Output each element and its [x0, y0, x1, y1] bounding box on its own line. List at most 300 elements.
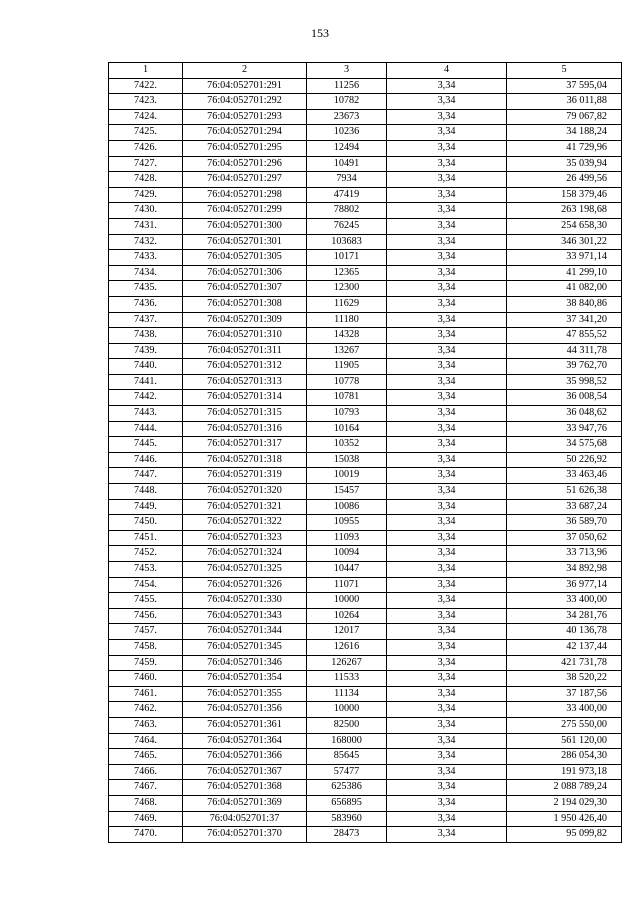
table-row: [109, 546, 622, 562]
row-number-cell: 7458.: [109, 639, 183, 655]
amount-cell: 33 463,46: [507, 468, 622, 484]
amount-cell: 36 011,88: [507, 94, 622, 110]
area-cell: 10447: [307, 562, 387, 578]
row-number-cell: 7461.: [109, 686, 183, 702]
column-header: 1: [109, 63, 183, 79]
table-row: [109, 281, 622, 297]
table-row: [109, 250, 622, 266]
row-number-cell: 7423.: [109, 94, 183, 110]
rate-cell: 3,34: [387, 296, 507, 312]
row-number-cell: 7424.: [109, 109, 183, 125]
row-number-cell: 7436.: [109, 296, 183, 312]
amount-cell: 34 892,98: [507, 562, 622, 578]
rate-cell: 3,34: [387, 484, 507, 500]
cadastral-number-cell: 76:04:052701:354: [183, 671, 307, 687]
row-number-cell: 7465.: [109, 749, 183, 765]
amount-cell: 33 687,24: [507, 499, 622, 515]
amount-cell: 37 050,62: [507, 530, 622, 546]
amount-cell: 50 226,92: [507, 452, 622, 468]
table-row: [109, 406, 622, 422]
column-header: 3: [307, 63, 387, 79]
amount-cell: 35 998,52: [507, 374, 622, 390]
row-number-cell: 7432.: [109, 234, 183, 250]
amount-cell: 39 762,70: [507, 359, 622, 375]
area-cell: 11629: [307, 296, 387, 312]
rate-cell: 3,34: [387, 686, 507, 702]
area-cell: 10171: [307, 250, 387, 266]
cadastral-number-cell: 76:04:052701:318: [183, 452, 307, 468]
cadastral-number-cell: 76:04:052701:344: [183, 624, 307, 640]
table-row: [109, 749, 622, 765]
row-number-cell: 7434.: [109, 265, 183, 281]
row-number-cell: 7441.: [109, 374, 183, 390]
amount-cell: 41 082,00: [507, 281, 622, 297]
amount-cell: 47 855,52: [507, 328, 622, 344]
rate-cell: 3,34: [387, 655, 507, 671]
rate-cell: 3,34: [387, 406, 507, 422]
rate-cell: 3,34: [387, 780, 507, 796]
amount-cell: 34 575,68: [507, 437, 622, 453]
cadastral-number-cell: 76:04:052701:305: [183, 250, 307, 266]
rate-cell: 3,34: [387, 78, 507, 94]
rate-cell: 3,34: [387, 156, 507, 172]
amount-cell: 34 188,24: [507, 125, 622, 141]
rate-cell: 3,34: [387, 140, 507, 156]
amount-cell: 33 400,00: [507, 702, 622, 718]
area-cell: 10000: [307, 702, 387, 718]
area-cell: 47419: [307, 187, 387, 203]
rate-cell: 3,34: [387, 421, 507, 437]
table-row: [109, 109, 622, 125]
row-number-cell: 7425.: [109, 125, 183, 141]
area-cell: 103683: [307, 234, 387, 250]
row-number-cell: 7451.: [109, 530, 183, 546]
row-number-cell: 7430.: [109, 203, 183, 219]
area-cell: 11071: [307, 577, 387, 593]
table-row: [109, 780, 622, 796]
rate-cell: 3,34: [387, 125, 507, 141]
table-row: [109, 343, 622, 359]
area-cell: 82500: [307, 717, 387, 733]
area-cell: 12017: [307, 624, 387, 640]
row-number-cell: 7445.: [109, 437, 183, 453]
area-cell: 10955: [307, 515, 387, 531]
table-row: [109, 78, 622, 94]
rate-cell: 3,34: [387, 94, 507, 110]
cadastral-number-cell: 76:04:052701:325: [183, 562, 307, 578]
area-cell: 10352: [307, 437, 387, 453]
rate-cell: 3,34: [387, 468, 507, 484]
row-number-cell: 7463.: [109, 717, 183, 733]
column-header: 2: [183, 63, 307, 79]
area-cell: 12365: [307, 265, 387, 281]
row-number-cell: 7469.: [109, 811, 183, 827]
amount-cell: 35 039,94: [507, 156, 622, 172]
amount-cell: 38 840,86: [507, 296, 622, 312]
cadastral-number-cell: 76:04:052701:364: [183, 733, 307, 749]
row-number-cell: 7428.: [109, 172, 183, 188]
area-cell: 10019: [307, 468, 387, 484]
cadastral-number-cell: 76:04:052701:307: [183, 281, 307, 297]
row-number-cell: 7448.: [109, 484, 183, 500]
area-cell: 15038: [307, 452, 387, 468]
rate-cell: 3,34: [387, 452, 507, 468]
cadastral-number-cell: 76:04:052701:326: [183, 577, 307, 593]
area-cell: 11905: [307, 359, 387, 375]
row-number-cell: 7456.: [109, 608, 183, 624]
row-number-cell: 7455.: [109, 593, 183, 609]
cadastral-number-cell: 76:04:052701:314: [183, 390, 307, 406]
cadastral-number-cell: 76:04:052701:311: [183, 343, 307, 359]
area-cell: 10491: [307, 156, 387, 172]
cadastral-number-cell: 76:04:052701:312: [183, 359, 307, 375]
data-table: [108, 62, 622, 843]
rate-cell: 3,34: [387, 562, 507, 578]
area-cell: 10236: [307, 125, 387, 141]
table-row: [109, 702, 622, 718]
amount-cell: 254 658,30: [507, 218, 622, 234]
rate-cell: 3,34: [387, 530, 507, 546]
cadastral-number-cell: 76:04:052701:315: [183, 406, 307, 422]
rate-cell: 3,34: [387, 218, 507, 234]
amount-cell: 36 589,70: [507, 515, 622, 531]
cadastral-number-cell: 76:04:052701:324: [183, 546, 307, 562]
row-number-cell: 7440.: [109, 359, 183, 375]
area-cell: 10793: [307, 406, 387, 422]
table-row: [109, 639, 622, 655]
table-row: [109, 234, 622, 250]
table-row: [109, 296, 622, 312]
area-cell: 11533: [307, 671, 387, 687]
row-number-cell: 7437.: [109, 312, 183, 328]
table-row: [109, 265, 622, 281]
cadastral-number-cell: 76:04:052701:366: [183, 749, 307, 765]
cadastral-number-cell: 76:04:052701:321: [183, 499, 307, 515]
rate-cell: 3,34: [387, 795, 507, 811]
page-number: 153: [311, 26, 329, 40]
row-number-cell: 7439.: [109, 343, 183, 359]
area-cell: 13267: [307, 343, 387, 359]
area-cell: 168000: [307, 733, 387, 749]
area-cell: 10778: [307, 374, 387, 390]
area-cell: 10164: [307, 421, 387, 437]
table-row: [109, 312, 622, 328]
cadastral-number-cell: 76:04:052701:308: [183, 296, 307, 312]
rate-cell: 3,34: [387, 437, 507, 453]
table-row: [109, 218, 622, 234]
amount-cell: 33 971,14: [507, 250, 622, 266]
area-cell: 12494: [307, 140, 387, 156]
table-row: [109, 671, 622, 687]
table-row: [109, 530, 622, 546]
rate-cell: 3,34: [387, 733, 507, 749]
amount-cell: 561 120,00: [507, 733, 622, 749]
area-cell: 57477: [307, 764, 387, 780]
cadastral-number-cell: 76:04:052701:295: [183, 140, 307, 156]
rate-cell: 3,34: [387, 328, 507, 344]
cadastral-number-cell: 76:04:052701:369: [183, 795, 307, 811]
amount-cell: 40 136,78: [507, 624, 622, 640]
amount-cell: 421 731,78: [507, 655, 622, 671]
cadastral-number-cell: 76:04:052701:367: [183, 764, 307, 780]
rate-cell: 3,34: [387, 250, 507, 266]
rate-cell: 3,34: [387, 764, 507, 780]
amount-cell: 191 973,18: [507, 764, 622, 780]
rate-cell: 3,34: [387, 749, 507, 765]
area-cell: 11134: [307, 686, 387, 702]
cadastral-number-cell: 76:04:052701:297: [183, 172, 307, 188]
cadastral-number-cell: 76:04:052701:356: [183, 702, 307, 718]
table-row: [109, 624, 622, 640]
rate-cell: 3,34: [387, 109, 507, 125]
amount-cell: 37 341,20: [507, 312, 622, 328]
rate-cell: 3,34: [387, 265, 507, 281]
rate-cell: 3,34: [387, 811, 507, 827]
area-cell: 7934: [307, 172, 387, 188]
table-row: [109, 499, 622, 515]
rate-cell: 3,34: [387, 577, 507, 593]
cadastral-number-cell: 76:04:052701:322: [183, 515, 307, 531]
cadastral-number-cell: 76:04:052701:299: [183, 203, 307, 219]
table-row: [109, 421, 622, 437]
amount-cell: 2 194 029,30: [507, 795, 622, 811]
area-cell: 11180: [307, 312, 387, 328]
rate-cell: 3,34: [387, 390, 507, 406]
row-number-cell: 7431.: [109, 218, 183, 234]
row-number-cell: 7462.: [109, 702, 183, 718]
cadastral-number-cell: 76:04:052701:346: [183, 655, 307, 671]
table-row: [109, 94, 622, 110]
column-header: 5: [507, 63, 622, 79]
area-cell: 11256: [307, 78, 387, 94]
area-cell: 85645: [307, 749, 387, 765]
row-number-cell: 7429.: [109, 187, 183, 203]
table-row: [109, 359, 622, 375]
area-cell: 78802: [307, 203, 387, 219]
row-number-cell: 7435.: [109, 281, 183, 297]
cadastral-number-cell: 76:04:052701:355: [183, 686, 307, 702]
row-number-cell: 7454.: [109, 577, 183, 593]
area-cell: 10000: [307, 593, 387, 609]
table-row: [109, 437, 622, 453]
row-number-cell: 7443.: [109, 406, 183, 422]
table-row: [109, 172, 622, 188]
row-number-cell: 7459.: [109, 655, 183, 671]
table-row: [109, 562, 622, 578]
amount-cell: 41 729,96: [507, 140, 622, 156]
amount-cell: 44 311,78: [507, 343, 622, 359]
amount-cell: 34 281,76: [507, 608, 622, 624]
table-row: [109, 655, 622, 671]
cadastral-number-cell: 76:04:052701:370: [183, 827, 307, 843]
rate-cell: 3,34: [387, 702, 507, 718]
row-number-cell: 7426.: [109, 140, 183, 156]
area-cell: 583960: [307, 811, 387, 827]
rate-cell: 3,34: [387, 671, 507, 687]
amount-cell: 33 400,00: [507, 593, 622, 609]
row-number-cell: 7468.: [109, 795, 183, 811]
area-cell: 10086: [307, 499, 387, 515]
table-row: [109, 811, 622, 827]
rate-cell: 3,34: [387, 312, 507, 328]
area-cell: 12300: [307, 281, 387, 297]
area-cell: 11093: [307, 530, 387, 546]
amount-cell: 158 379,46: [507, 187, 622, 203]
table-row: [109, 593, 622, 609]
rate-cell: 3,34: [387, 827, 507, 843]
table-row: [109, 764, 622, 780]
cadastral-number-cell: 76:04:052701:343: [183, 608, 307, 624]
area-cell: 10094: [307, 546, 387, 562]
cadastral-number-cell: 76:04:052701:301: [183, 234, 307, 250]
cadastral-number-cell: 76:04:052701:294: [183, 125, 307, 141]
row-number-cell: 7457.: [109, 624, 183, 640]
area-cell: 23673: [307, 109, 387, 125]
table-row: [109, 452, 622, 468]
amount-cell: 79 067,82: [507, 109, 622, 125]
table-row: [109, 717, 622, 733]
cadastral-number-cell: 76:04:052701:313: [183, 374, 307, 390]
rate-cell: 3,34: [387, 172, 507, 188]
area-cell: 28473: [307, 827, 387, 843]
cadastral-number-cell: 76:04:052701:319: [183, 468, 307, 484]
rate-cell: 3,34: [387, 717, 507, 733]
cadastral-number-cell: 76:04:052701:316: [183, 421, 307, 437]
amount-cell: 36 977,14: [507, 577, 622, 593]
amount-cell: 33 947,76: [507, 421, 622, 437]
amount-cell: 1 950 426,40: [507, 811, 622, 827]
area-cell: 12616: [307, 639, 387, 655]
rate-cell: 3,34: [387, 515, 507, 531]
amount-cell: 263 198,68: [507, 203, 622, 219]
amount-cell: 37 595,04: [507, 78, 622, 94]
row-number-cell: 7449.: [109, 499, 183, 515]
rate-cell: 3,34: [387, 203, 507, 219]
cadastral-number-cell: 76:04:052701:309: [183, 312, 307, 328]
table-row: [109, 390, 622, 406]
cadastral-number-cell: 76:04:052701:310: [183, 328, 307, 344]
cadastral-number-cell: 76:04:052701:361: [183, 717, 307, 733]
table-row: [109, 608, 622, 624]
table-row: [109, 686, 622, 702]
rate-cell: 3,34: [387, 343, 507, 359]
cadastral-number-cell: 76:04:052701:306: [183, 265, 307, 281]
rate-cell: 3,34: [387, 234, 507, 250]
table-row: [109, 156, 622, 172]
row-number-cell: 7452.: [109, 546, 183, 562]
amount-cell: 41 299,10: [507, 265, 622, 281]
table-row: [109, 140, 622, 156]
cadastral-number-cell: 76:04:052701:317: [183, 437, 307, 453]
rate-cell: 3,34: [387, 187, 507, 203]
rate-cell: 3,34: [387, 499, 507, 515]
amount-cell: 33 713,96: [507, 546, 622, 562]
area-cell: 14328: [307, 328, 387, 344]
table-row: [109, 187, 622, 203]
cadastral-number-cell: 76:04:052701:368: [183, 780, 307, 796]
row-number-cell: 7446.: [109, 452, 183, 468]
table-row: [109, 374, 622, 390]
row-number-cell: 7442.: [109, 390, 183, 406]
row-number-cell: 7466.: [109, 764, 183, 780]
amount-cell: 36 048,62: [507, 406, 622, 422]
row-number-cell: 7438.: [109, 328, 183, 344]
row-number-cell: 7427.: [109, 156, 183, 172]
rate-cell: 3,34: [387, 624, 507, 640]
cadastral-number-cell: 76:04:052701:300: [183, 218, 307, 234]
amount-cell: 95 099,82: [507, 827, 622, 843]
table-row: [109, 577, 622, 593]
table-row: [109, 827, 622, 843]
row-number-cell: 7464.: [109, 733, 183, 749]
cadastral-number-cell: 76:04:052701:296: [183, 156, 307, 172]
row-number-cell: 7433.: [109, 250, 183, 266]
area-cell: 126267: [307, 655, 387, 671]
table-row: [109, 515, 622, 531]
table-row: [109, 468, 622, 484]
rate-cell: 3,34: [387, 593, 507, 609]
area-cell: 76245: [307, 218, 387, 234]
row-number-cell: 7444.: [109, 421, 183, 437]
amount-cell: 2 088 789,24: [507, 780, 622, 796]
rate-cell: 3,34: [387, 281, 507, 297]
cadastral-number-cell: 76:04:052701:320: [183, 484, 307, 500]
row-number-cell: 7460.: [109, 671, 183, 687]
area-cell: 656895: [307, 795, 387, 811]
amount-cell: 36 008,54: [507, 390, 622, 406]
area-cell: 15457: [307, 484, 387, 500]
table-body: [109, 78, 622, 842]
table-row: [109, 328, 622, 344]
row-number-cell: 7453.: [109, 562, 183, 578]
rate-cell: 3,34: [387, 608, 507, 624]
amount-cell: 37 187,56: [507, 686, 622, 702]
row-number-cell: 7467.: [109, 780, 183, 796]
row-number-cell: 7422.: [109, 78, 183, 94]
cadastral-number-cell: 76:04:052701:292: [183, 94, 307, 110]
area-cell: 10782: [307, 94, 387, 110]
column-header: 4: [387, 63, 507, 79]
table-row: [109, 484, 622, 500]
amount-cell: 26 499,56: [507, 172, 622, 188]
cadastral-number-cell: 76:04:052701:293: [183, 109, 307, 125]
row-number-cell: 7450.: [109, 515, 183, 531]
table-row: [109, 733, 622, 749]
row-number-cell: 7447.: [109, 468, 183, 484]
cadastral-number-cell: 76:04:052701:298: [183, 187, 307, 203]
rate-cell: 3,34: [387, 374, 507, 390]
cadastral-number-cell: 76:04:052701:330: [183, 593, 307, 609]
amount-cell: 346 301,22: [507, 234, 622, 250]
rate-cell: 3,34: [387, 639, 507, 655]
header-row: [109, 63, 622, 79]
cadastral-number-cell: 76:04:052701:291: [183, 78, 307, 94]
table-row: [109, 203, 622, 219]
cadastral-number-cell: 76:04:052701:37: [183, 811, 307, 827]
area-cell: 625386: [307, 780, 387, 796]
amount-cell: 275 550,00: [507, 717, 622, 733]
amount-cell: 286 054,30: [507, 749, 622, 765]
cadastral-number-cell: 76:04:052701:345: [183, 639, 307, 655]
amount-cell: 51 626,38: [507, 484, 622, 500]
table-row: [109, 125, 622, 141]
row-number-cell: 7470.: [109, 827, 183, 843]
area-cell: 10264: [307, 608, 387, 624]
area-cell: 10781: [307, 390, 387, 406]
cadastral-number-cell: 76:04:052701:323: [183, 530, 307, 546]
table-row: [109, 795, 622, 811]
amount-cell: 42 137,44: [507, 639, 622, 655]
